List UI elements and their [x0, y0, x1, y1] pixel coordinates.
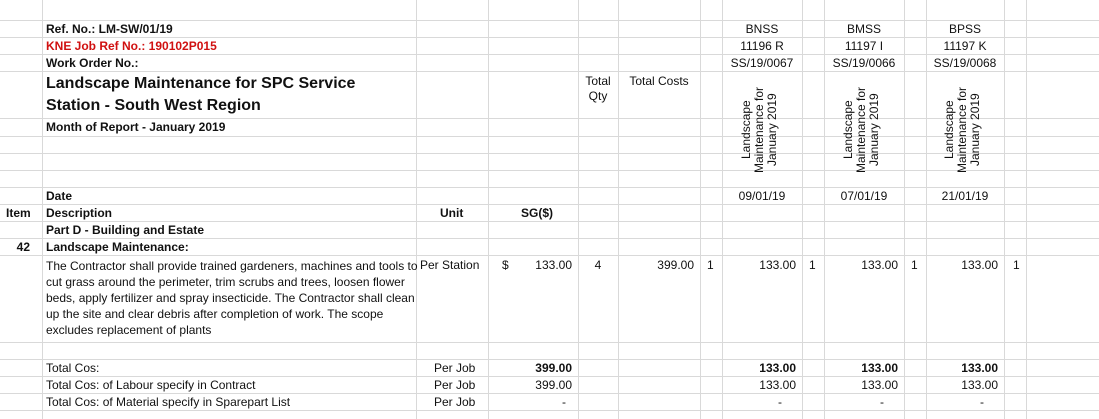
item-title: Landscape Maintenance: — [46, 240, 189, 254]
grid-line — [416, 0, 417, 419]
grid-line — [0, 136, 1099, 137]
grid-line — [0, 118, 1099, 119]
grid-line — [0, 221, 1099, 222]
total-cost-bpss: 133.00 — [961, 361, 998, 375]
grid-line — [700, 0, 701, 419]
material-cost-label: Total Cos: of Material specify in Sparepart List — [46, 395, 291, 409]
material-cost-bmss: - — [880, 395, 884, 409]
total-costs-header: Total Costs — [629, 74, 689, 88]
item-rate: 133.00 — [535, 258, 572, 272]
item-header: Item — [6, 206, 31, 220]
total-cost-unit: Per Job — [434, 361, 476, 375]
item-description: The Contractor shall provide trained gardeners, machines and tools to cut grass around the perimeter, trim scrubs and trees, loosen flower beds, apply fertilizer and spray insecticide. The Contractor shall clean up the site and clear debris after completion of work. The scope excludes replacement of plants — [46, 259, 418, 337]
labour-cost-bnss: 133.00 — [759, 378, 796, 392]
station-code-bmss: 11197 I — [844, 39, 884, 53]
grid-line — [0, 71, 1099, 72]
station-code-bnss: 11196 R — [740, 39, 784, 53]
grid-line — [488, 0, 489, 419]
amount-bmss: 133.00 — [861, 258, 898, 272]
report-title-line2: Station - South West Region — [46, 97, 261, 114]
work-order-label: Work Order No.: — [46, 56, 139, 70]
total-cost-bnss: 133.00 — [759, 361, 796, 375]
labour-cost-bmss: 133.00 — [861, 378, 898, 392]
qty-bpss: 1 — [911, 258, 918, 272]
grid-line — [0, 342, 1099, 343]
sg-header: SG($) — [521, 206, 554, 220]
grid-line — [0, 20, 1099, 21]
station-name-bnss: BNSS — [745, 22, 779, 36]
section-part: Part D - Building and Estate — [46, 223, 205, 237]
kne-job-ref: KNE Job Ref No.: 190102P015 — [46, 39, 217, 53]
grid-line — [1026, 0, 1027, 419]
unit-header: Unit — [440, 206, 464, 220]
grid-line — [0, 359, 1099, 360]
item-total-qty: 4 — [594, 258, 602, 272]
qty-bnss: 1 — [707, 258, 714, 272]
station-date-bnss: 09/01/19 — [738, 189, 786, 203]
grid-line — [0, 153, 1099, 154]
station-date-bpss: 21/01/19 — [941, 189, 989, 203]
station-desc-bpss: Landscape Maintenance for January 2019 — [942, 86, 982, 174]
station-ss-bnss: SS/19/0067 — [730, 56, 794, 70]
grid-line — [0, 376, 1099, 377]
station-name-bpss: BPSS — [948, 22, 981, 36]
grid-line — [1004, 0, 1005, 419]
station-code-bpss: 11197 K — [943, 39, 987, 53]
grid-line — [0, 170, 1099, 171]
item-total-cost: 399.00 — [657, 258, 694, 272]
item-unit: Per Station — [420, 258, 480, 272]
material-cost-bpss: - — [980, 395, 984, 409]
report-month: Month of Report - January 2019 — [46, 120, 226, 134]
date-label: Date — [46, 189, 73, 203]
grid-line — [618, 0, 619, 419]
material-cost-unit: Per Job — [434, 395, 476, 409]
grid-line — [578, 0, 579, 419]
labour-cost-sg: 399.00 — [535, 378, 572, 392]
amount-bpss: 133.00 — [961, 258, 998, 272]
grid-line — [904, 0, 905, 419]
total-cost-sg: 399.00 — [535, 361, 572, 375]
qty-extra: 1 — [1013, 258, 1020, 272]
labour-cost-unit: Per Job — [434, 378, 476, 392]
station-ss-bmss: SS/19/0066 — [832, 56, 896, 70]
ref-number: Ref. No.: LM-SW/01/19 — [46, 22, 173, 36]
total-cost-bmss: 133.00 — [861, 361, 898, 375]
material-cost-bnss: - — [778, 395, 782, 409]
grid-line — [0, 37, 1099, 38]
station-date-bmss: 07/01/19 — [840, 189, 888, 203]
grid-line — [0, 393, 1099, 394]
station-name-bmss: BMSS — [846, 22, 881, 36]
grid-line — [0, 204, 1099, 205]
total-cost-label: Total Cos: — [46, 361, 100, 375]
labour-cost-label: Total Cos: of Labour specify in Contract — [46, 378, 256, 392]
station-desc-bnss: Landscape Maintenance for January 2019 — [739, 86, 779, 174]
grid-line — [0, 54, 1099, 55]
grid-line — [0, 187, 1099, 188]
grid-line — [802, 0, 803, 419]
station-ss-bpss: SS/19/0068 — [933, 56, 997, 70]
grid-line — [0, 238, 1099, 239]
labour-cost-bpss: 133.00 — [961, 378, 998, 392]
grid-line — [0, 255, 1099, 256]
station-desc-bmss: Landscape Maintenance for January 2019 — [841, 86, 881, 174]
material-cost-sg: - — [562, 395, 566, 409]
grid-line — [0, 410, 1099, 411]
grid-line — [42, 0, 43, 419]
currency-symbol: $ — [502, 258, 509, 272]
report-title-line1: Landscape Maintenance for SPC Service — [46, 75, 356, 92]
description-header: Description — [46, 206, 113, 220]
item-number: 42 — [16, 240, 30, 254]
total-qty-header: Total Qty — [585, 74, 611, 103]
qty-bmss: 1 — [809, 258, 816, 272]
amount-bnss: 133.00 — [759, 258, 796, 272]
